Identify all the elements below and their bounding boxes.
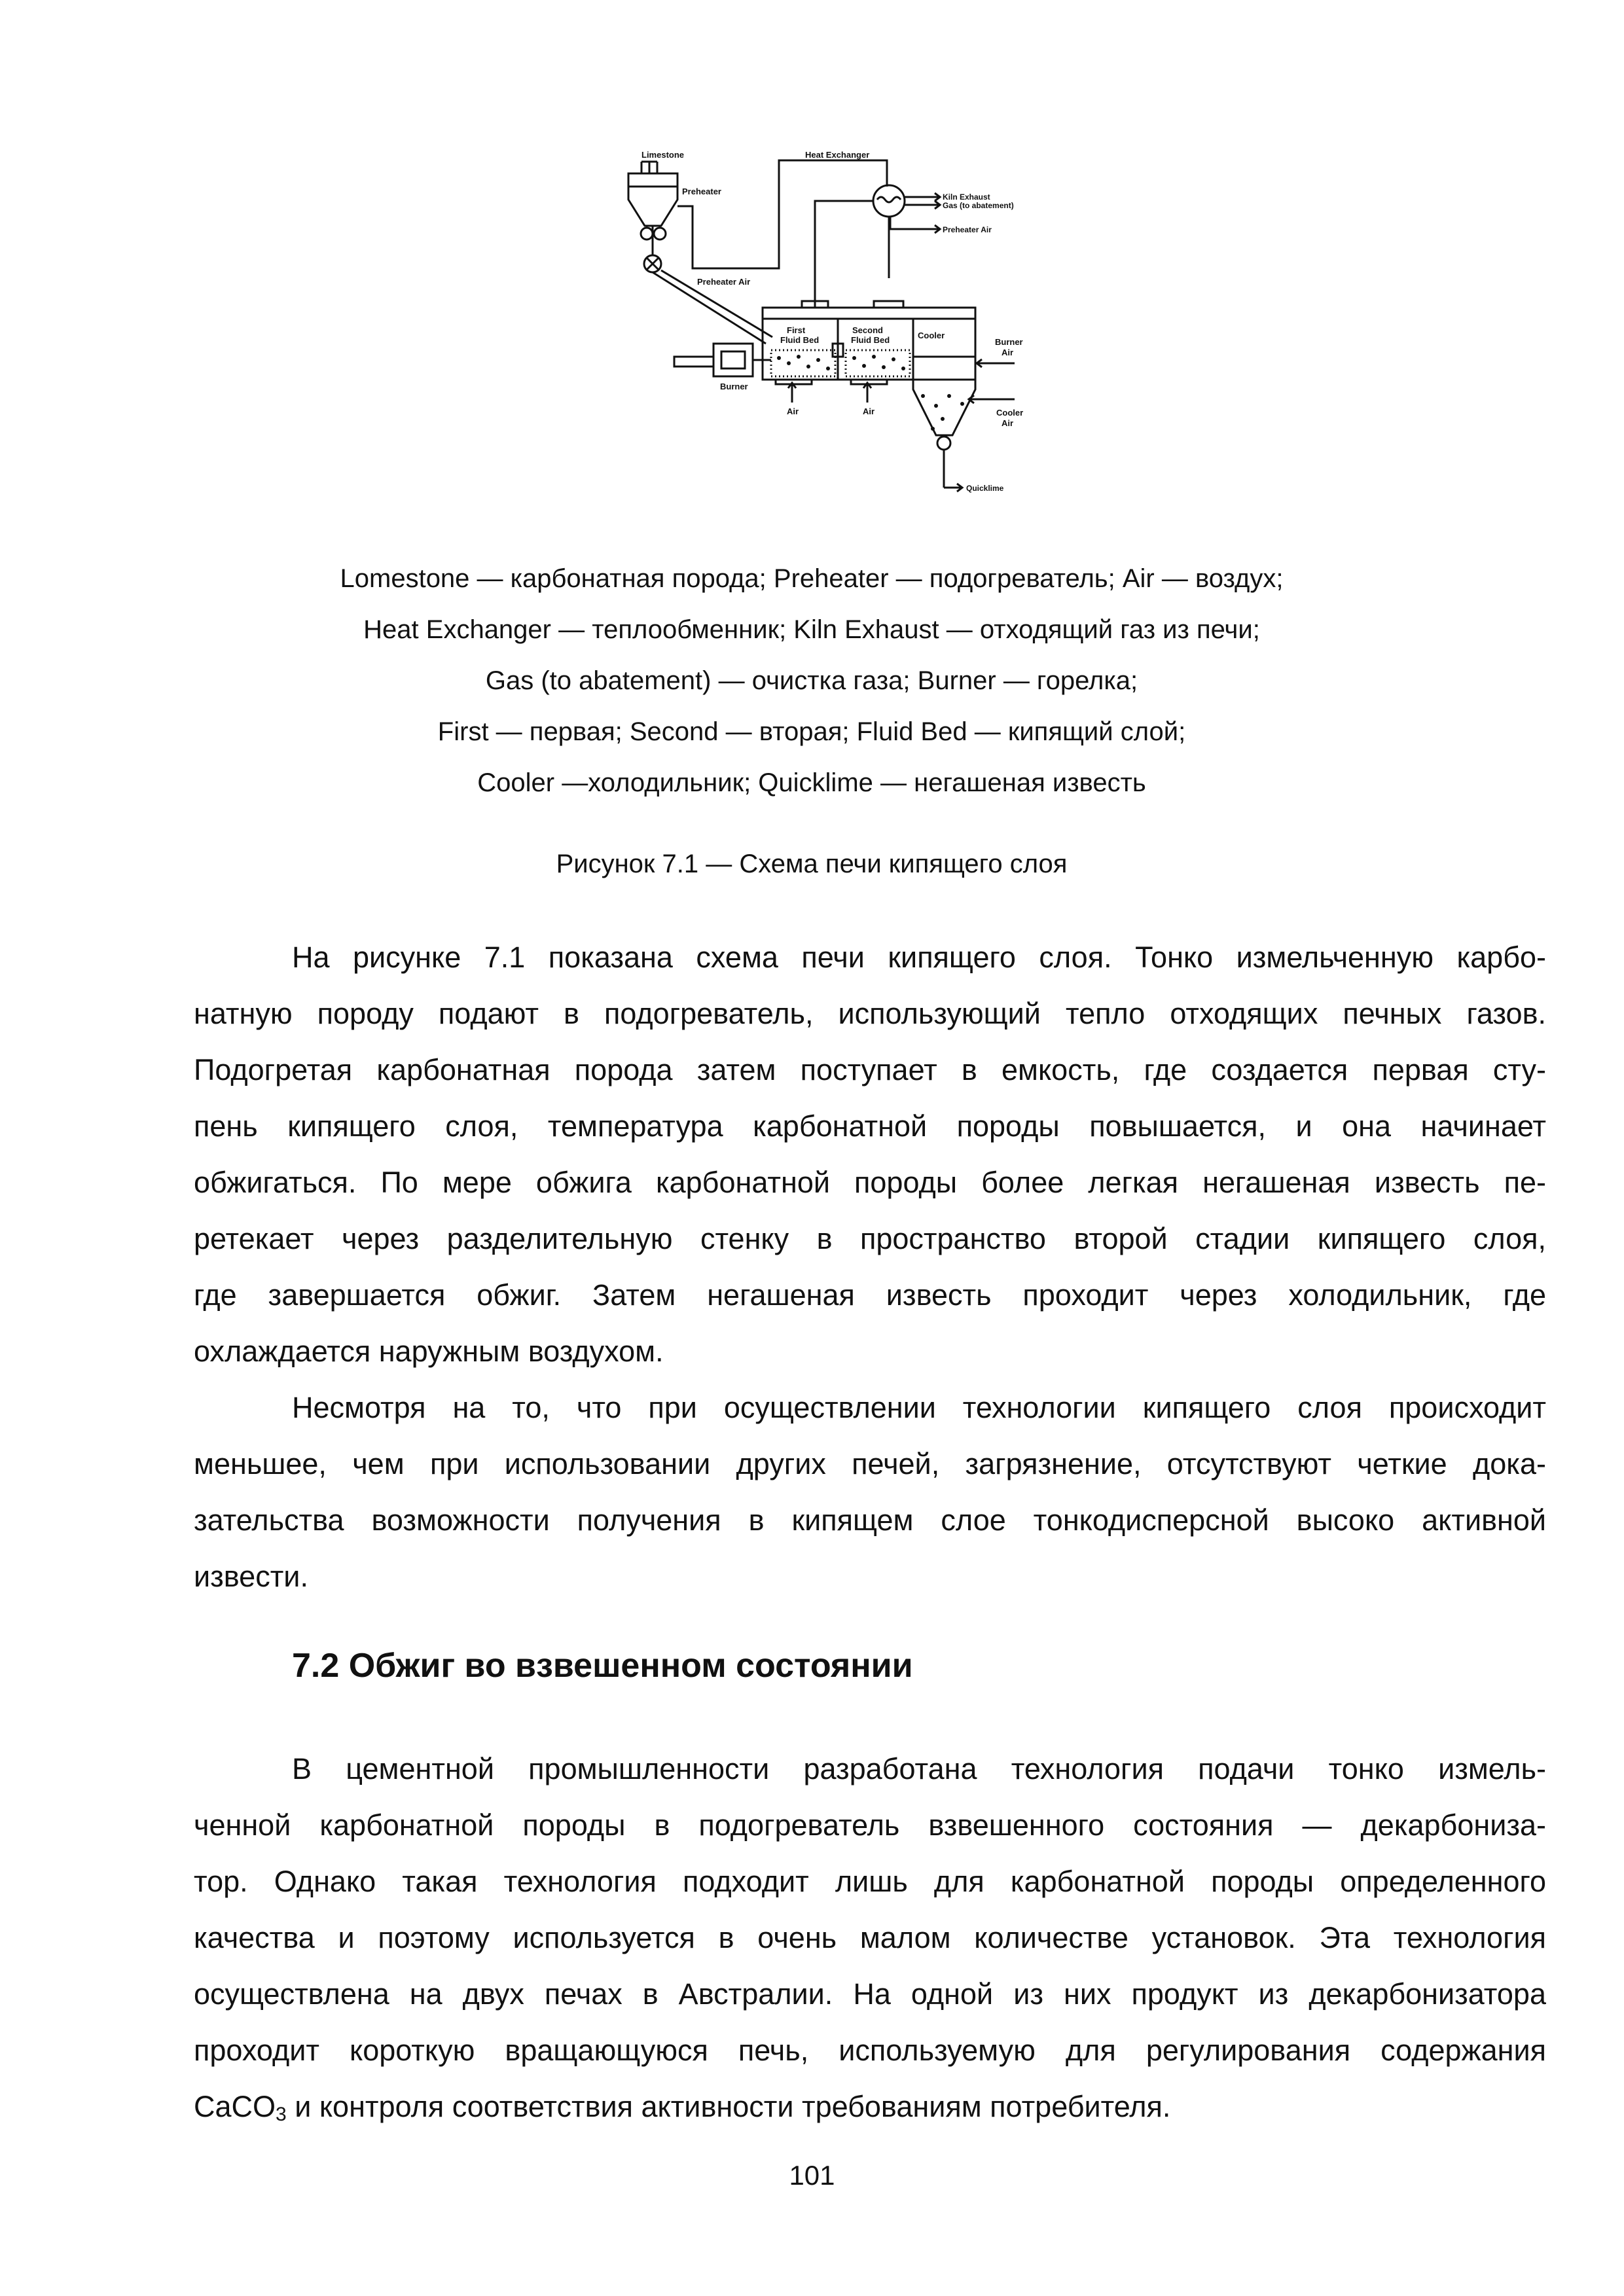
text-line: охлаждается наружным воздухом.	[194, 1335, 664, 1368]
legend-line: Cooler —холодильник; Quicklime — негашеная известь	[477, 768, 1146, 797]
label-burner-air-2: Air	[1001, 348, 1014, 357]
text-line-caco3	[194, 2079, 1546, 2135]
figure-legend	[196, 553, 1427, 808]
label-gas-abatement: Gas (to abatement)	[943, 201, 1014, 210]
label-preheater-air-right: Preheater Air	[943, 225, 992, 234]
burner-box	[713, 344, 753, 376]
text-line: где завершается обжиг. Затем негашеная известь проходит через холодильник, где	[194, 1278, 1546, 1312]
label-preheater: Preheater	[682, 187, 721, 196]
text-line: натную породу подают в подогреватель, использующий тепло отходящих печных газов.	[194, 997, 1546, 1030]
figure-caption: Рисунок 7.1 — Схема печи кипящего слоя	[556, 850, 1068, 878]
diagram-svg	[615, 147, 1126, 514]
legend-line: First — первая; Second — вторая; Fluid Bed — кипящий слой;	[437, 717, 1186, 746]
legend-line: Lomestone — карбонатная порода; Preheater — подогреватель; Air — воздух;	[340, 564, 1284, 593]
label-preheater-air-left: Preheater Air	[697, 277, 751, 287]
label-burner: Burner	[720, 382, 748, 391]
text-line: обжигаться. По мере обжига карбонатной породы более легкая негашеная известь пе-	[194, 1166, 1546, 1199]
text-line: извести.	[194, 1560, 308, 1593]
text-line: Несмотря на то, что при осуществлении технологии кипящего слоя происходит	[292, 1391, 1546, 1424]
label-air-2: Air	[863, 406, 875, 416]
paragraph-2	[194, 1380, 1546, 1605]
label-limestone: Limestone	[641, 150, 685, 160]
page-number: 101	[789, 2160, 835, 2191]
formula-caco3: CaCO	[194, 2090, 276, 2123]
label-kiln-exhaust: Kiln Exhaust	[943, 192, 990, 202]
preheater-valve	[641, 228, 653, 240]
text-line: пень кипящего слоя, температура карбонатной породы повышается, и она начинает	[194, 1109, 1546, 1143]
fluid-bed-kiln-diagram	[615, 147, 1126, 514]
text-line: ченной карбонатной породы в подогреватель взвешенного состояния — декарбониза-	[194, 1808, 1546, 1842]
text-line: осуществлена на двух печах в Австралии. На одной из них продукт из декарбонизатора	[194, 1977, 1546, 2011]
paragraph-3	[194, 1741, 1546, 2135]
label-burner-air-1: Burner	[995, 337, 1023, 347]
formula-subscript: 3	[276, 2104, 287, 2125]
heat-exchanger	[873, 185, 905, 217]
legend-line: Heat Exchanger — теплообменник; Kiln Exhaust — отходящий газ из печи;	[363, 615, 1260, 644]
label-first-2: Fluid Bed	[780, 335, 820, 345]
text-line: меньшее, чем при использовании других печей, загрязнение, отсутствуют четкие дока-	[194, 1447, 1546, 1480]
preheater-vessel	[628, 173, 677, 226]
label-quicklime: Quicklime	[966, 484, 1004, 493]
label-air-1: Air	[787, 406, 799, 416]
text-line: проходит короткую вращающуюся печь, используемую для регулирования содержания	[194, 2034, 1546, 2067]
section-heading: 7.2 Обжиг во взвешенном состоянии	[292, 1647, 913, 1685]
paragraph-1	[194, 929, 1546, 1380]
text-line: тор. Однако такая технология подходит лишь для карбонатной породы определенного	[194, 1865, 1546, 1898]
label-heat-exchanger: Heat Exchanger	[805, 150, 870, 160]
legend-line: Gas (to abatement) — очистка газа; Burner — горелка;	[485, 666, 1138, 695]
text-line: зательства возможности получения в кипящем слое тонкодисперсной высоко активной	[194, 1503, 1546, 1537]
label-cooler-air-1: Cooler	[996, 408, 1024, 418]
label-cooler: Cooler	[918, 331, 945, 340]
second-fluid-bed	[846, 350, 910, 376]
text-line: Подогретая карбонатная порода затем поступает в емкость, где создается первая сту-	[194, 1053, 1546, 1086]
label-cooler-air-2: Air	[1001, 418, 1014, 428]
text-line: На рисунке 7.1 показана схема печи кипящего слоя. Тонко измельченную карбо-	[292, 941, 1546, 974]
label-second-2: Fluid Bed	[851, 335, 890, 345]
text-line: В цементной промышленности разработана технология подачи тонко измель-	[292, 1752, 1546, 1785]
text-line-tail: и контроля соответствия активности требованиям потребителя.	[286, 2090, 1171, 2123]
text-line: ретекает через разделительную стенку в пространство второй стадии кипящего слоя,	[194, 1222, 1546, 1255]
label-second-1: Second	[852, 325, 883, 335]
text-line: качества и поэтому используется в очень малом количестве установок. Эта технология	[194, 1921, 1546, 1954]
label-first-1: First	[787, 325, 806, 335]
first-fluid-bed	[771, 350, 835, 376]
